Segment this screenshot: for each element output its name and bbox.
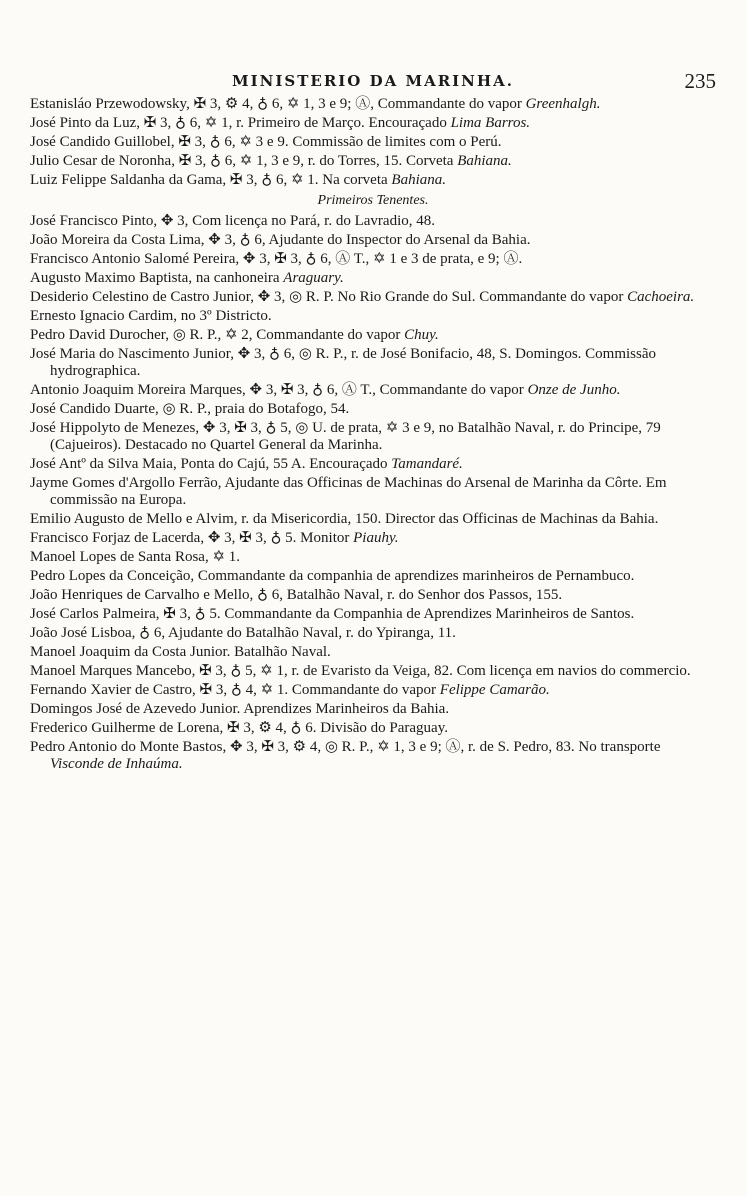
entry-text: Emilio Augusto de Mello e Alvim, r. da Misericordia, 150. Director das Officinas de Machinas da Bahia. <box>30 511 659 527</box>
register-entry <box>30 401 716 418</box>
entry-text: José Candido Duarte, ◎ R. P., praia do Botafogo, 54. <box>30 401 350 417</box>
register-entry <box>30 682 716 699</box>
register-entry <box>30 213 716 230</box>
entry-text: Francisco Forjaz de Lacerda, ✥ 3, ✠ 3, ♁ 5. Monitor <box>30 530 350 546</box>
register-entry <box>30 606 716 623</box>
entry-text: Francisco Antonio Salomé Pereira, ✥ 3, ✠ 3, ♁ 6, Ⓐ T., ✡ 1 e 3 de prata, e 9; Ⓐ. <box>30 251 523 267</box>
register-entry <box>30 327 716 344</box>
register-entry <box>30 346 716 380</box>
section-captains <box>30 96 716 189</box>
register-entry <box>30 153 716 170</box>
register-entry <box>30 739 716 773</box>
ship-name: Lima Barros. <box>450 115 531 131</box>
entry-text: Jayme Gomes d'Argollo Ferrão, Ajudante das Officinas de Machinas do Arsenal de Marinha da Côrte. Em commissão na Europa. <box>30 475 667 508</box>
page-header <box>30 66 716 96</box>
register-entry <box>30 475 716 509</box>
entry-text: José Pinto da Luz, ✠ 3, ♁ 6, ✡ 1, r. Primeiro de Março. Encouraçado <box>30 115 447 131</box>
entry-text: Pedro Lopes da Conceição, Commandante da companhia de aprendizes marinheiros de Pernambuco. <box>30 568 635 584</box>
entry-text: Manoel Lopes de Santa Rosa, ✡ 1. <box>30 549 241 565</box>
register-entry <box>30 232 716 249</box>
register-entry <box>30 568 716 585</box>
register-entry <box>30 625 716 642</box>
entry-text: Luiz Felippe Saldanha da Gama, ✠ 3, ♁ 6, ✡ 1. Na corveta <box>30 172 388 188</box>
ship-name: Visconde de Inhaúma. <box>50 756 183 772</box>
entry-text: João José Lisboa, ♁ 6, Ajudante do Batalhão Naval, r. do Ypiranga, 11. <box>30 625 456 641</box>
ship-name: Cachoeira. <box>627 289 695 305</box>
entry-text: José Hippolyto de Menezes, ✥ 3, ✠ 3, ♁ 5, ◎ U. de prata, ✡ 3 e 9, no Batalhão Naval, r. do Principe, 79 (Cajueiros). Destacado no Quartel General da Marinha. <box>30 420 661 453</box>
register-entry <box>30 511 716 528</box>
ship-name: Tamandaré. <box>391 456 463 472</box>
entry-text: João Henriques de Carvalho e Mello, ♁ 6, Batalhão Naval, r. do Senhor dos Passos, 155. <box>30 587 563 603</box>
entry-text: Desiderio Celestino de Castro Junior, ✥ 3, ◎ R. P. No Rio Grande do Sul. Commandante do vapor <box>30 289 624 305</box>
entry-text: Antonio Joaquim Moreira Marques, ✥ 3, ✠ 3, ♁ 6, Ⓐ T., Commandante do vapor <box>30 382 524 398</box>
entry-text: Frederico Guilherme de Lorena, ✠ 3, ⚙ 4, ♁ 6. Divisão do Paraguay. <box>30 720 448 736</box>
ship-name: Greenhalgh. <box>525 96 601 112</box>
ship-name: Piauhy. <box>353 530 399 546</box>
register-entry <box>30 96 716 113</box>
register-entry <box>30 549 716 566</box>
register-entry <box>30 530 716 547</box>
entry-text: José Carlos Palmeira, ✠ 3, ♁ 5. Commandante da Companhia de Aprendizes Marinheiros de Santos. <box>30 606 635 622</box>
entry-text: José Maria do Nascimento Junior, ✥ 3, ♁ 6, ◎ R. P., r. de José Bonifacio, 48, S. Domingos. Commissão hydrographica. <box>30 346 656 379</box>
ship-name: Onze de Junho. <box>527 382 621 398</box>
entry-text: Ernesto Ignacio Cardim, no 3º Districto. <box>30 308 272 324</box>
page-title: MINISTERIO DA MARINHA. <box>232 72 514 90</box>
entry-text: Augusto Maximo Baptista, na canhoneira <box>30 270 280 286</box>
entry-text: José Antº da Silva Maia, Ponta do Cajú, 55 A. Encouraçado <box>30 456 388 472</box>
entry-text: Manoel Marques Mancebo, ✠ 3, ♁ 5, ✡ 1, r. de Evaristo da Veiga, 82. Com licença em navios do commercio. <box>30 663 691 679</box>
register-entry <box>30 270 716 287</box>
register-entry <box>30 456 716 473</box>
section-first-lieutenants <box>30 213 716 773</box>
ship-name: Bahiana. <box>457 153 512 169</box>
register-entry <box>30 701 716 718</box>
entry-text: Fernando Xavier de Castro, ✠ 3, ♁ 4, ✡ 1. Commandante do vapor <box>30 682 437 698</box>
entry-text: Pedro David Durocher, ◎ R. P., ✡ 2, Commandante do vapor <box>30 327 401 343</box>
register-entry <box>30 172 716 189</box>
entry-text: Domingos José de Azevedo Junior. Aprendizes Marinheiros da Bahia. <box>30 701 450 717</box>
register-entry <box>30 382 716 399</box>
entry-text: José Candido Guillobel, ✠ 3, ♁ 6, ✡ 3 e 9. Commissão de limites com o Perú. <box>30 134 502 150</box>
ship-name: Chuy. <box>404 327 439 343</box>
register-entry <box>30 251 716 268</box>
entry-text: João Moreira da Costa Lima, ✥ 3, ♁ 6, Ajudante do Inspector do Arsenal da Bahia. <box>30 232 531 248</box>
register-entry <box>30 134 716 151</box>
entry-text: José Francisco Pinto, ✥ 3, Com licença no Pará, r. do Lavradio, 48. <box>30 213 435 229</box>
register-entry <box>30 115 716 132</box>
register-entry <box>30 289 716 306</box>
register-entry <box>30 587 716 604</box>
register-entry <box>30 308 716 325</box>
entry-text: Julio Cesar de Noronha, ✠ 3, ♁ 6, ✡ 1, 3 e 9, r. do Torres, 15. Corveta <box>30 153 454 169</box>
section-heading: Primeiros Tenentes. <box>317 193 429 208</box>
ship-name: Araguary. <box>283 270 344 286</box>
ship-name: Felippe Camarão. <box>439 682 550 698</box>
entry-text: Pedro Antonio do Monte Bastos, ✥ 3, ✠ 3, ⚙ 4, ◎ R. P., ✡ 1, 3 e 9; Ⓐ, r. de S. Pedro, 83. No transporte <box>30 739 661 755</box>
entry-text: Manoel Joaquim da Costa Junior. Batalhão Naval. <box>30 644 331 660</box>
entry-text: Estanisláo Przewodowsky, ✠ 3, ⚙ 4, ♁ 6, ✡ 1, 3 e 9; Ⓐ, Commandante do vapor <box>30 96 522 112</box>
register-entry <box>30 720 716 737</box>
register-entry <box>30 420 716 454</box>
ship-name: Bahiana. <box>391 172 447 188</box>
page-number: 235 <box>684 69 716 93</box>
register-entry <box>30 663 716 680</box>
register-entry <box>30 644 716 661</box>
page <box>30 66 716 775</box>
